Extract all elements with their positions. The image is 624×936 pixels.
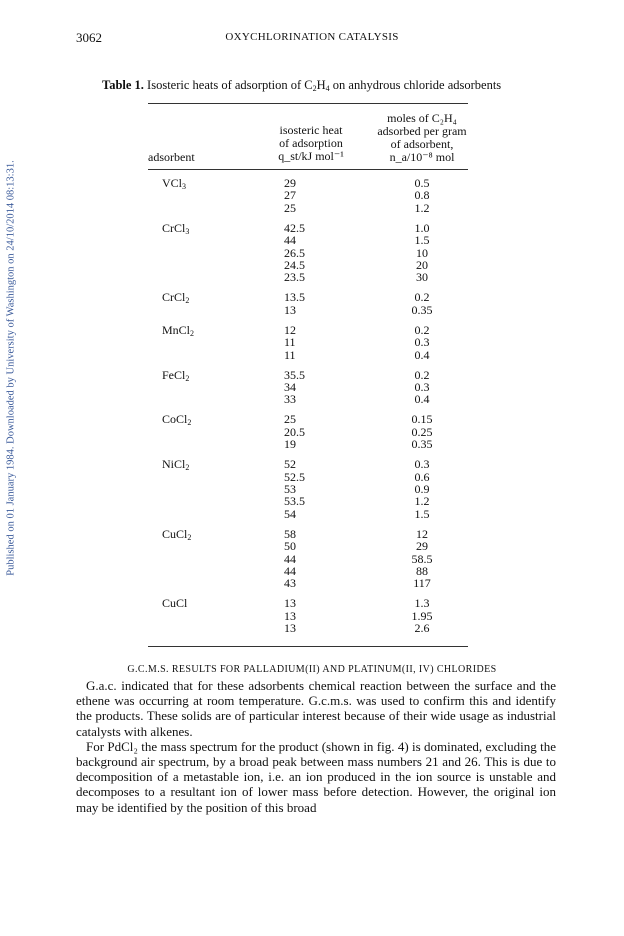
moles-value: 0.2 [414, 290, 430, 305]
moles-value: 10 [416, 245, 428, 260]
moles-value: 0.3 [414, 380, 430, 394]
download-watermark-text: Published on 01 January 1984. Downloaded by University of Washington on 24/10/2014 08:13:31. [5, 160, 17, 576]
heat-value: 13 [284, 608, 296, 623]
adsorbent-name: CuCl [162, 596, 188, 611]
moles-value: 0.35 [411, 437, 433, 452]
col-header-moles-line2: adsorbed per gram [377, 124, 467, 138]
moles-value: 1.5 [414, 506, 430, 521]
moles-value: 0.2 [414, 322, 430, 337]
moles-value: 0.3 [414, 335, 430, 350]
adsorbent-name: MnCl$_2$ [162, 322, 195, 338]
moles-value: 0.2 [414, 367, 430, 382]
heat-value: 20.5 [284, 424, 305, 439]
moles-value: 1.2 [414, 494, 430, 509]
col-header-heat-line1: isosteric heat [279, 123, 343, 137]
moles-value: 12 [416, 526, 428, 541]
heat-value: 54 [284, 506, 296, 521]
paragraph-2: For PdCl₂ the mass spectrum for the product (shown in fig. 4) is dominated, excluding the background air spectrum, by a broad peak between mass numbers 21 and 26. This is due to decomposition of a metastable ion, i.e. an ion produced in the ion source is unstable and decomposes to a resultant ion of lower mass before detection. However, the original ion may be identified by the position of this broad [76, 738, 556, 815]
heat-value: 19 [284, 437, 296, 452]
heat-value: 58 [284, 526, 296, 541]
moles-value: 88 [416, 564, 428, 578]
download-watermark [4, 148, 18, 588]
section-heading: G.C.M.S. RESULTS FOR PALLADIUM(II) AND PLATINUM(II, IV) CHLORIDES [127, 664, 497, 675]
moles-value: 0.6 [414, 469, 430, 484]
table-bottom-rule [148, 646, 468, 647]
moles-value: 0.5 [414, 176, 430, 190]
heat-value: 52 [284, 457, 296, 472]
col-header-moles-line1: moles of C₂H₄ [387, 111, 457, 125]
heat-value: 13 [284, 621, 296, 636]
heat-value: 11 [284, 347, 296, 362]
moles-value: 1.2 [414, 200, 430, 215]
adsorbent-name: CrCl$_3$ [162, 220, 190, 236]
adsorbent-name: FeCl$_2$ [162, 367, 190, 383]
heat-value: 24.5 [284, 258, 305, 272]
table-caption [102, 78, 501, 93]
heat-value: 13 [284, 596, 296, 611]
heat-value: 13.5 [284, 290, 305, 305]
heat-value: 44 [284, 551, 296, 566]
moles-value: 2.6 [414, 621, 430, 636]
heat-value: 35.5 [284, 367, 305, 382]
moles-value: 0.35 [411, 302, 433, 317]
moles-value: 0.8 [414, 188, 430, 203]
adsorbent-name: NiCl$_2$ [162, 457, 190, 473]
col-header-heat [252, 124, 370, 163]
moles-value: 1.3 [414, 596, 430, 611]
col-header-moles-units: n_a/10⁻⁸ mol [389, 150, 455, 164]
moles-value: 20 [416, 258, 428, 272]
heat-value: 53.5 [284, 494, 305, 509]
moles-value: 0.4 [414, 347, 430, 362]
heat-value: 27 [284, 188, 296, 203]
moles-value: 1.95 [411, 608, 433, 623]
adsorbent-name: CuCl$_2$ [162, 526, 192, 542]
adsorbent-name: CrCl$_2$ [162, 290, 190, 306]
col-header-heat-line2: of adsorption [279, 136, 343, 150]
adsorbent-name: VCl$_3$ [162, 176, 187, 191]
heat-value: 52.5 [284, 469, 305, 484]
heat-value: 13 [284, 302, 296, 317]
caption-text-1: Isosteric heats of adsorption of C [147, 78, 313, 92]
caption-sub-2: 4 [325, 84, 330, 93]
moles-value: 0.4 [414, 392, 430, 407]
moles-value: 0.25 [411, 424, 433, 439]
caption-text-2: H [316, 78, 326, 92]
col-header-moles [360, 112, 484, 164]
heat-value: 44 [284, 233, 296, 248]
col-header-adsorbent: adsorbent [148, 150, 195, 164]
moles-value: 117 [413, 576, 431, 591]
table-top-rule [148, 103, 468, 104]
moles-value: 58.5 [411, 551, 433, 566]
heat-value: 43 [284, 576, 296, 591]
heat-value: 25 [284, 200, 296, 215]
heat-value: 42.5 [284, 220, 305, 235]
heat-value: 25 [284, 412, 296, 427]
moles-value: 1.0 [414, 220, 430, 235]
caption-sub-1: 2 [312, 84, 317, 93]
page-number: 3062 [76, 30, 102, 45]
heat-value: 12 [284, 322, 296, 337]
body-text [76, 678, 556, 815]
moles-value: 29 [416, 539, 428, 554]
running-title: OXYCHLORINATION CATALYSIS [225, 31, 399, 43]
heat-value: 44 [284, 564, 296, 578]
heat-value: 50 [284, 539, 296, 554]
heat-value: 26.5 [284, 245, 305, 260]
heat-value: 23.5 [284, 270, 305, 285]
heat-value: 53 [284, 482, 296, 496]
heat-value: 29 [284, 176, 296, 190]
moles-value: 0.9 [414, 482, 430, 496]
adsorbent-name: CoCl$_2$ [162, 412, 192, 428]
heat-value: 11 [284, 335, 296, 350]
moles-value: 0.15 [411, 412, 433, 427]
col-header-heat-units: q_st/kJ mol⁻¹ [278, 149, 344, 163]
table-label: Table 1. [102, 78, 144, 92]
col-header-moles-line3: of adsorbent, [390, 137, 454, 151]
caption-text-3: on anhydrous chloride adsorbents [329, 78, 502, 92]
moles-value: 0.3 [414, 457, 430, 472]
paragraph-1: G.a.c. indicated that for these adsorbents chemical reaction between the surface and the ethene was occurring at room temperature. G.c.m.s. was used to confirm this and identify the products. These solids are of particular interest because of their wide usage as industrial catalysts with alkenes. [76, 678, 556, 739]
moles-value: 1.5 [414, 233, 430, 248]
moles-value: 30 [416, 270, 428, 285]
heat-value: 33 [284, 392, 296, 407]
heat-value: 34 [284, 380, 296, 394]
table-header-rule [148, 169, 468, 170]
